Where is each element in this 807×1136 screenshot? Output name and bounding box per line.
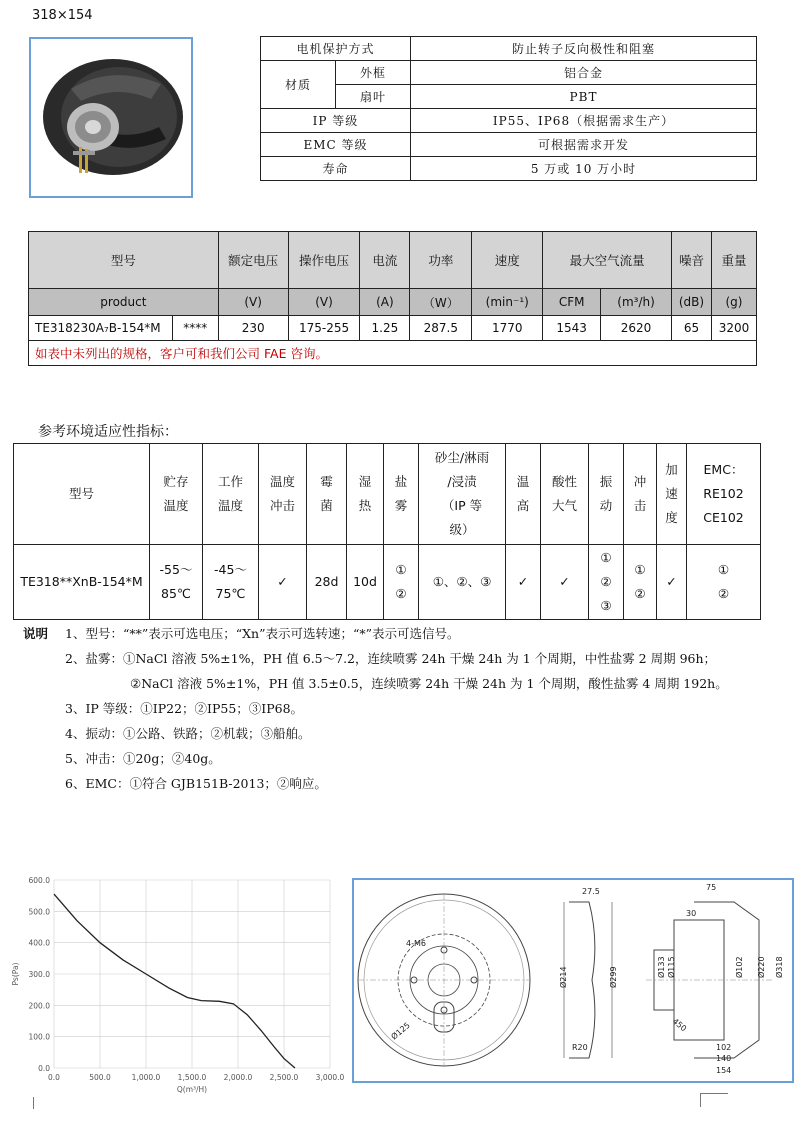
env-cell: ①、②、③ xyxy=(419,545,506,620)
product-note: 如表中未列出的规格，客户可和我们公司 FAE 咨询。 xyxy=(29,341,757,366)
x-tick-label: 500.0 xyxy=(89,1073,111,1082)
spec-sublabel: 扇叶 xyxy=(336,85,411,109)
header-airflow: 最大空气流量 xyxy=(543,232,672,289)
pressure-flow-curve xyxy=(54,894,295,1068)
env-header: 温度 冲击 xyxy=(259,444,307,545)
dim-label: 75 xyxy=(706,883,717,892)
env-header: 振 动 xyxy=(589,444,624,545)
y-tick-label: 400.0 xyxy=(28,938,50,948)
unit-cell: CFM xyxy=(543,289,601,316)
unit-cell: (V) xyxy=(288,289,360,316)
spec-value: IP55、IP68（根据需求生产） xyxy=(411,109,757,133)
table-cell: 3200 xyxy=(711,316,756,341)
y-tick-label: 500.0 xyxy=(28,907,50,917)
env-header: 贮存 温度 xyxy=(150,444,203,545)
env-cell: ✓ xyxy=(259,545,307,620)
dim-label: 30 xyxy=(686,909,697,918)
env-table xyxy=(13,443,761,620)
dim-label: 154 xyxy=(716,1066,732,1075)
corner-mark xyxy=(700,1093,728,1094)
header-weight: 重量 xyxy=(711,232,756,289)
product-suffix: **** xyxy=(172,316,218,341)
size-label: 318×154 xyxy=(32,8,93,23)
env-cell: ✓ xyxy=(541,545,589,620)
env-cell: ✓ xyxy=(657,545,687,620)
fan-photo xyxy=(29,37,193,198)
spec-value: 铝合金 xyxy=(411,61,757,85)
table-cell: 1770 xyxy=(472,316,543,341)
product-model: TE318230A₇B-154*M xyxy=(29,316,173,341)
env-header: 霉 菌 xyxy=(307,444,347,545)
dim-label: 450 xyxy=(670,1016,689,1034)
dim-label: R20 xyxy=(572,1043,588,1052)
env-cell: ① ② ③ xyxy=(589,545,624,620)
note-line: 3、IP 等级：①IP22；②IP55；③IP68。 xyxy=(65,701,304,716)
table-cell: 1.25 xyxy=(360,316,410,341)
note-line: 4、振动：①公路、铁路；②机载；③船舶。 xyxy=(65,726,311,741)
table-cell: 230 xyxy=(218,316,288,341)
dim-label: Ø214 xyxy=(559,966,568,988)
spec-value: 防止转子反向极性和阻塞 xyxy=(411,37,757,61)
dim-label: 140 xyxy=(716,1054,732,1063)
table-cell: 2620 xyxy=(601,316,672,341)
spec-label: 材质 xyxy=(261,61,336,109)
unit-cell: （W） xyxy=(410,289,472,316)
unit-cell: (dB) xyxy=(672,289,712,316)
product-table xyxy=(28,231,757,366)
env-cell: 28d xyxy=(307,545,347,620)
spec-label: 电机保护方式 xyxy=(261,37,411,61)
spec-value: 可根据需求开发 xyxy=(411,133,757,157)
env-header: 温 高 xyxy=(506,444,541,545)
dim-label: Ø115 xyxy=(667,956,676,978)
dimension-drawing xyxy=(352,878,794,1083)
header-noise: 噪音 xyxy=(672,232,712,289)
env-cell: -55～ 85℃ xyxy=(150,545,203,620)
performance-chart xyxy=(8,868,348,1104)
env-title: 参考环境适应性指标： xyxy=(38,424,178,440)
drawing-svg xyxy=(354,880,792,1081)
x-tick-label: 2,500.0 xyxy=(269,1073,299,1082)
y-axis-label: Ps(Pa) xyxy=(11,962,20,986)
table-cell: 175-255 xyxy=(288,316,360,341)
header-model: 型号 xyxy=(29,232,219,289)
chart-grid xyxy=(54,880,330,1068)
env-cell: 10d xyxy=(347,545,384,620)
header-power: 功率 xyxy=(410,232,472,289)
x-tick-label: 1,500.0 xyxy=(177,1073,207,1082)
header-operating-voltage: 操作电压 xyxy=(288,232,360,289)
env-header: 湿 热 xyxy=(347,444,384,545)
table-cell: 65 xyxy=(672,316,712,341)
note-line: 6、EMC：①符合 GJB151B-2013；②响应。 xyxy=(65,776,327,791)
dim-label: Ø102 xyxy=(735,956,744,978)
y-tick-label: 200.0 xyxy=(28,1001,50,1011)
table-cell: 287.5 xyxy=(410,316,472,341)
env-header: EMC： RE102 CE102 xyxy=(687,444,761,545)
note-line: 5、冲击：①20g；②40g。 xyxy=(65,751,221,766)
x-tick-label: 3,000.0 xyxy=(315,1073,345,1082)
env-header: 砂尘/淋雨 /浸渍 （IP 等 级） xyxy=(419,444,506,545)
env-header: 酸性 大气 xyxy=(541,444,589,545)
env-cell: -45～ 75℃ xyxy=(203,545,259,620)
env-model: TE318**XnB-154*M xyxy=(14,545,150,620)
note-line: 2、盐雾：①NaCl 溶液 5%±1%，PH 值 6.5～7.2，连续喷雾 24h 干燥 24h 为 1 个周期，中性盐雾 2 周期 96h； xyxy=(65,651,717,666)
env-cell: ✓ xyxy=(506,545,541,620)
unit-cell: (min⁻¹) xyxy=(472,289,543,316)
env-cell: ① ② xyxy=(687,545,761,620)
spec-value: PBT xyxy=(411,85,757,109)
x-tick-label: 1,000.0 xyxy=(131,1073,161,1082)
y-tick-label: 300.0 xyxy=(28,970,50,979)
note-line: ②NaCl 溶液 5%±1%，PH 值 3.5±0.5，连续喷雾 24h 干燥 24h 为 1 个周期，酸性盐雾 4 周期 192h。 xyxy=(130,676,728,691)
env-header: 加 速 度 xyxy=(657,444,687,545)
spec-label: 寿命 xyxy=(261,157,411,181)
env-header: 型号 xyxy=(14,444,150,545)
spec-label: IP 等级 xyxy=(261,109,411,133)
dim-label: Ø220 xyxy=(757,956,766,978)
y-tick-label: 600.0 xyxy=(28,876,50,885)
spec-value: 5 万或 10 万小时 xyxy=(411,157,757,181)
dim-label: Ø318 xyxy=(775,956,784,978)
unit-product: product xyxy=(29,289,219,316)
unit-cell: (V) xyxy=(218,289,288,316)
corner-mark xyxy=(700,1093,701,1107)
dim-label: Ø133 xyxy=(657,956,666,978)
dim-label: Ø125 xyxy=(389,1020,412,1042)
env-cell: ① ② xyxy=(384,545,419,620)
header-current: 电流 xyxy=(360,232,410,289)
env-cell: ① ② xyxy=(624,545,657,620)
spec-table xyxy=(260,36,757,181)
unit-cell: (g) xyxy=(711,289,756,316)
env-header: 工作 温度 xyxy=(203,444,259,545)
chart-ticks xyxy=(29,876,345,1082)
y-tick-label: 0.0 xyxy=(38,1064,50,1073)
y-tick-label: 100.0 xyxy=(28,1032,50,1042)
x-tick-label: 0.0 xyxy=(48,1073,60,1082)
env-header: 盐 雾 xyxy=(384,444,419,545)
fan-image xyxy=(31,39,191,196)
x-tick-label: 2,000.0 xyxy=(223,1073,253,1082)
unit-cell: (m³/h) xyxy=(601,289,672,316)
note-line: 1、型号：“**”表示可选电压；“Xn”表示可选转速；“*”表示可选信号。 xyxy=(65,626,460,641)
dim-label: 4-M6 xyxy=(406,939,426,948)
dim-label: 102 xyxy=(716,1043,732,1052)
env-header: 冲 击 xyxy=(624,444,657,545)
header-speed: 速度 xyxy=(472,232,543,289)
dim-label: 27.5 xyxy=(582,887,600,896)
spec-label: EMC 等级 xyxy=(261,133,411,157)
x-axis-label: Q(m³/H) xyxy=(176,1085,208,1094)
corner-mark xyxy=(33,1097,34,1109)
spec-sublabel: 外框 xyxy=(336,61,411,85)
header-rated-voltage: 额定电压 xyxy=(218,232,288,289)
unit-cell: (A) xyxy=(360,289,410,316)
notes-heading: 说明 xyxy=(23,626,49,641)
table-cell: 1543 xyxy=(543,316,601,341)
dim-label: Ø299 xyxy=(609,966,618,988)
